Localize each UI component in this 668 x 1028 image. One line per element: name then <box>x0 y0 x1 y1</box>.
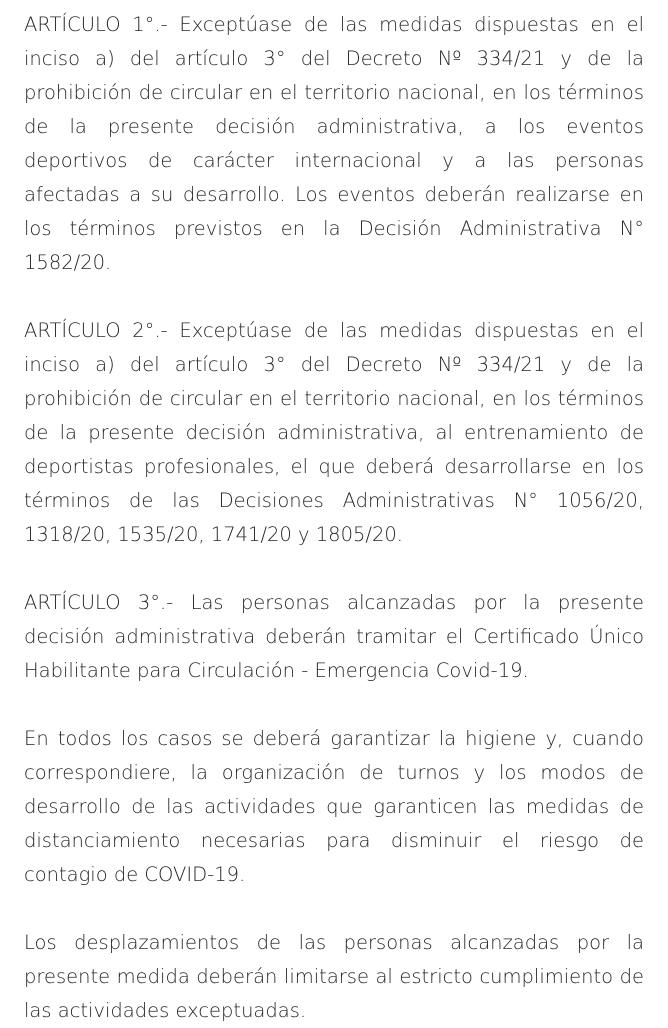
article-2-paragraph: ARTÍCULO 2°.- Exceptúase de las medidas dispuestas en el inciso a) del artículo 3° del Decreto Nº 334/21 y de la prohibición de circular en el territorio nacional, en los términos de la presente decisión administrativa, al entrenamiento de deportistas profesionales, el que deberá desarrollarse en los términos de las Decisiones Administrativas N° 1056/20, 1318/20, 1535/20, 1741/20 y 1805/20. <box>24 319 644 546</box>
displacement-paragraph: Los desplazamientos de las personas alcanzadas por la presente medida deberán limitarse al estricto cumplimiento de las actividades exceptuadas. <box>24 931 644 1022</box>
article-1-paragraph: ARTÍCULO 1°.- Exceptúase de las medidas dispuestas en el inciso a) del artículo 3° del Decreto Nº 334/21 y de la prohibición de circular en el territorio nacional, en los términos de la presente decisión administrativa, a los eventos deportivos de carácter internacional y a las personas afectadas a su desarrollo. Los eventos deberán realizarse en los términos previstos en la Decisión Administrativa N° 1582/20. <box>24 13 644 274</box>
article-3-paragraph: ARTÍCULO 3°.- Las personas alcanzadas por la presente decisión administrativa deberán tramitar el Certificado Único Habilitante para Circulación - Emergencia Covid-19. <box>24 591 644 682</box>
hygiene-paragraph: En todos los casos se deberá garantizar la higiene y, cuando correspondiere, la organización de turnos y los modos de desarrollo de las actividades que garanticen las medidas de distanciamiento necesarias para disminuir el riesgo de contagio de COVID-19. <box>24 727 644 886</box>
